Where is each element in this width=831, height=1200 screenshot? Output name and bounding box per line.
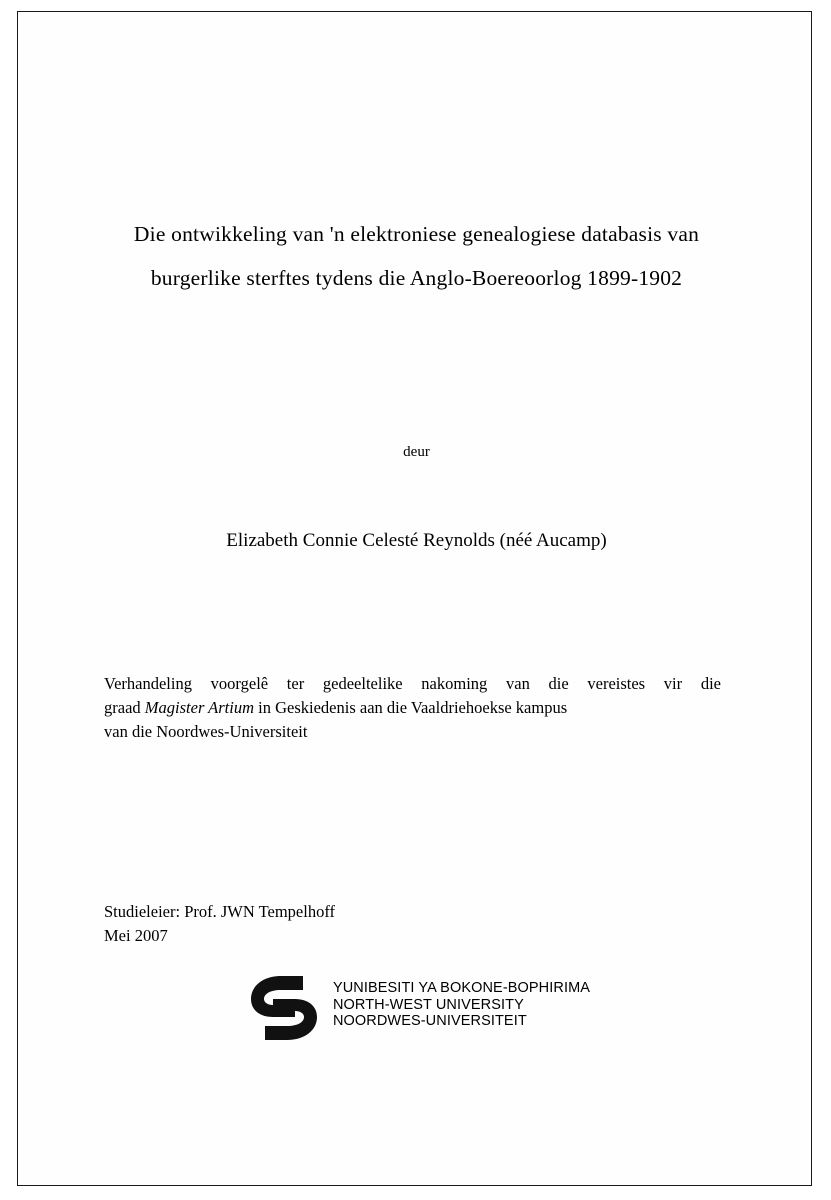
degree-statement	[104, 672, 721, 744]
university-name-text	[333, 972, 590, 1030]
title-line-1: Die ontwikkeling van 'n elektroniese genealogiese databasis van	[133, 222, 700, 246]
document-page	[17, 11, 812, 1186]
statement-line-2-post: in Geskiedenis aan die Vaaldriehoekse kampus	[254, 698, 568, 717]
page-content	[104, 12, 729, 1185]
nwu-emblem-icon	[243, 972, 325, 1044]
university-logo	[104, 972, 729, 1044]
degree-name: Magister Artium	[144, 698, 255, 717]
logo-line-3: NOORDWES-UNIVERSITEIT	[332, 1013, 527, 1029]
statement-line-3: van die Noordwes-Universiteit	[104, 722, 308, 741]
submission-date: Mei 2007	[104, 926, 168, 945]
thesis-title	[104, 212, 729, 300]
statement-line-1: Verhandeling voorgelê ter gedeeltelike nakoming van die vereistes vir die	[104, 674, 721, 693]
title-line-2: burgerlike sterftes tydens die Anglo-Boereoorlog 1899-1902	[150, 266, 683, 290]
supervisor-name: Studieleier: Prof. JWN Tempelhoff	[104, 902, 336, 921]
supervisor-block	[104, 900, 335, 948]
logo-line-1: YUNIBESITI YA BOKONE-BOPHIRIMA	[332, 980, 591, 996]
statement-line-2	[104, 696, 721, 720]
statement-line-2-pre: graad	[104, 698, 145, 717]
by-label: deur	[403, 444, 430, 460]
author-name: Elizabeth Connie Celesté Reynolds (néé Aucamp)	[226, 530, 607, 551]
logo-line-2: NORTH-WEST UNIVERSITY	[332, 996, 524, 1013]
